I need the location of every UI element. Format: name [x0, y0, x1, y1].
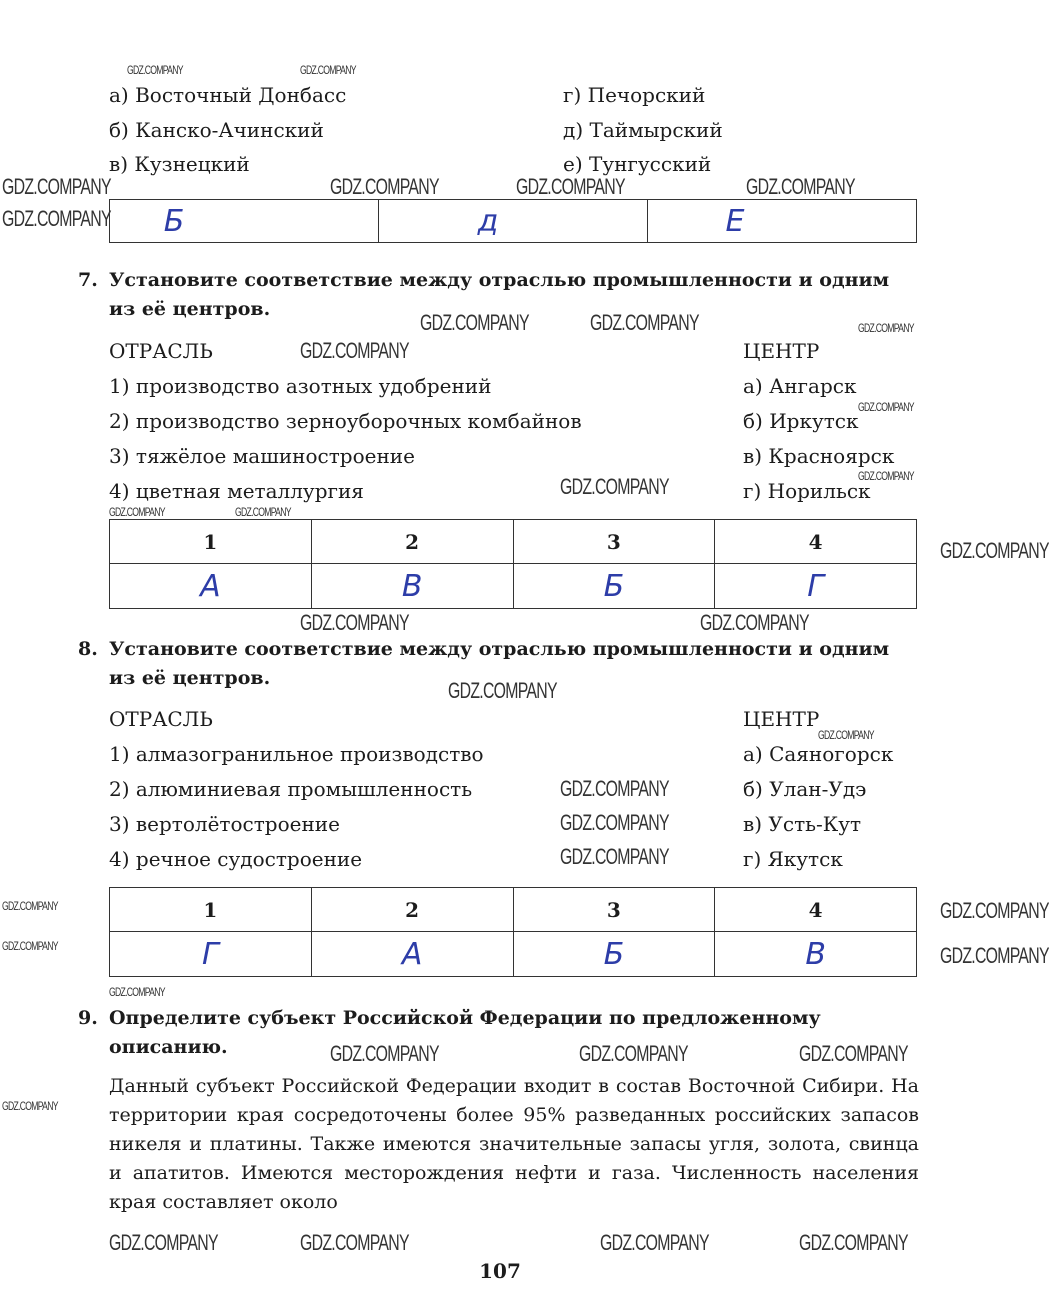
q8-industry-1: 1) алмазогранильное производство [109, 742, 484, 766]
q7-col-1: 1 [110, 520, 312, 564]
watermark: GDZ.COMPANY [448, 678, 557, 703]
q7-industry-2: 2) производство зерноуборочных комбайнов [109, 409, 582, 433]
q8-answer-cell-4[interactable] [715, 932, 917, 977]
q7-col-4: 4 [715, 520, 917, 564]
q8-industry-4: 4) речное судостроение [109, 847, 363, 871]
q7-answer-1: А [200, 568, 221, 604]
q6-option-e: е) Тунгусский [563, 152, 712, 176]
q8-center-g: г) Якутск [743, 847, 843, 871]
q8-industry-3: 3) вертолётостроение [109, 812, 340, 836]
watermark: GDZ.COMPANY [700, 610, 809, 635]
q6-option-v: в) Кузнецкий [109, 152, 250, 176]
q8-col-4: 4 [715, 888, 917, 932]
watermark: GDZ.COMPANY [560, 776, 669, 801]
q6-option-a: а) Восточный Донбасс [109, 83, 347, 107]
watermark: GDZ.COMPANY [109, 1230, 218, 1255]
q6-answer-1: Б [163, 203, 185, 239]
watermark: GDZ.COMPANY [2, 1099, 58, 1113]
watermark: GDZ.COMPANY [127, 63, 183, 77]
q7-industry-3: 3) тяжёлое машиностроение [109, 444, 415, 468]
q9-title: Определите субъект Российской Федерации по предложенному описанию. [109, 1007, 821, 1058]
watermark: GDZ.COMPANY [590, 310, 699, 335]
watermark: GDZ.COMPANY [799, 1230, 908, 1255]
q7-center-a: а) Ангарск [743, 374, 857, 398]
q7-center-b: б) Иркутск [743, 409, 859, 433]
watermark: GDZ.COMPANY [746, 174, 855, 199]
q8-answer-cell-3[interactable] [513, 932, 715, 977]
q8-answer-table [109, 887, 917, 977]
q7-industry-4: 4) цветная металлургия [109, 479, 364, 503]
watermark: GDZ.COMPANY [109, 985, 165, 999]
watermark: GDZ.COMPANY [940, 538, 1049, 563]
q7-answer-4: Г [807, 568, 824, 604]
watermark: GDZ.COMPANY [858, 321, 914, 335]
q6-answer-cell-2[interactable] [379, 200, 648, 243]
watermark: GDZ.COMPANY [330, 174, 439, 199]
watermark: GDZ.COMPANY [2, 939, 58, 953]
q8-title: Установите соответствие между отраслью промышленности и одним из её центров. [109, 638, 890, 689]
q8-answer-2: А [401, 936, 423, 972]
q8-right-header: ЦЕНТР [743, 707, 820, 731]
watermark: GDZ.COMPANY [2, 174, 111, 199]
q7-center-v: в) Красноярск [743, 444, 895, 468]
q7-col-3: 3 [513, 520, 715, 564]
q8-col-1: 1 [110, 888, 312, 932]
q8-answer-3: Б [603, 936, 625, 972]
watermark: GDZ.COMPANY [818, 728, 874, 742]
q7-answer-cell-2[interactable] [311, 564, 513, 609]
q8-industry-2: 2) алюминиевая промышленность [109, 777, 473, 801]
watermark: GDZ.COMPANY [330, 1041, 439, 1066]
q7-answer-table [109, 519, 917, 609]
q7-left-header: ОТРАСЛЬ [109, 339, 213, 363]
q8-center-a: а) Саяногорск [743, 742, 894, 766]
q8-answer-cell-2[interactable] [311, 932, 513, 977]
q6-answer-2: д [477, 203, 499, 239]
q6-answer-3: Е [725, 203, 745, 239]
watermark: GDZ.COMPANY [799, 1041, 908, 1066]
q6-answer-cell-1[interactable] [110, 200, 379, 243]
q9-description: Данный субъект Российской Федерации входит в состав Восточной Сибири. На территории края сосредоточены более 95% разведанных российских запасов никеля и платины. Также имеются значительные запасы угля, золота, свинца и апатитов. Имеются месторождения нефти и газа. Численность населения края составляет около [109, 1075, 919, 1213]
q7-answer-2: В [401, 568, 423, 604]
watermark: GDZ.COMPANY [300, 1230, 409, 1255]
q7-industry-1: 1) производство азотных удобрений [109, 374, 492, 398]
q8-col-3: 3 [513, 888, 715, 932]
q8-answer-4: В [805, 936, 826, 972]
q8-center-v: в) Усть-Кут [743, 812, 862, 836]
watermark: GDZ.COMPANY [300, 610, 409, 635]
watermark: GDZ.COMPANY [300, 63, 356, 77]
q7-answer-3: Б [603, 568, 625, 604]
q7-answer-cell-3[interactable] [513, 564, 715, 609]
q7-right-header: ЦЕНТР [743, 339, 820, 363]
watermark: GDZ.COMPANY [109, 505, 165, 519]
watermark: GDZ.COMPANY [560, 474, 669, 499]
watermark: GDZ.COMPANY [2, 899, 58, 913]
q8-answer-cell-1[interactable] [110, 932, 312, 977]
q6-answer-cell-3[interactable] [648, 200, 917, 243]
q7-center-g: г) Норильск [743, 479, 871, 503]
watermark: GDZ.COMPANY [940, 898, 1049, 923]
q6-option-g: г) Печорский [563, 83, 706, 107]
q7-col-2: 2 [311, 520, 513, 564]
q7-title: Установите соответствие между отраслью промышленности и одним из её центров. [109, 269, 890, 320]
q8-center-b: б) Улан-Удэ [743, 777, 867, 801]
q8-answer-1: Г [202, 936, 219, 972]
watermark: GDZ.COMPANY [2, 206, 111, 231]
q8-col-2: 2 [311, 888, 513, 932]
watermark: GDZ.COMPANY [420, 310, 529, 335]
watermark: GDZ.COMPANY [516, 174, 625, 199]
q6-option-b: б) Канско-Ачинский [109, 118, 324, 142]
watermark: GDZ.COMPANY [235, 505, 291, 519]
q8-left-header: ОТРАСЛЬ [109, 707, 213, 731]
watermark: GDZ.COMPANY [560, 844, 669, 869]
page-number: 107 [479, 1259, 521, 1283]
q9-number: 9. [78, 1007, 98, 1029]
watermark: GDZ.COMPANY [579, 1041, 688, 1066]
q6-option-d: д) Таймырский [563, 118, 723, 142]
watermark: GDZ.COMPANY [858, 469, 914, 483]
watermark: GDZ.COMPANY [940, 943, 1049, 968]
q7-answer-cell-4[interactable] [715, 564, 917, 609]
q6-answer-table [109, 199, 917, 243]
q7-number: 7. [78, 269, 98, 291]
q8-number: 8. [78, 638, 98, 660]
watermark: GDZ.COMPANY [600, 1230, 709, 1255]
watermark: GDZ.COMPANY [300, 338, 409, 363]
q7-answer-cell-1[interactable] [110, 564, 312, 609]
watermark: GDZ.COMPANY [858, 400, 914, 414]
watermark: GDZ.COMPANY [560, 810, 669, 835]
